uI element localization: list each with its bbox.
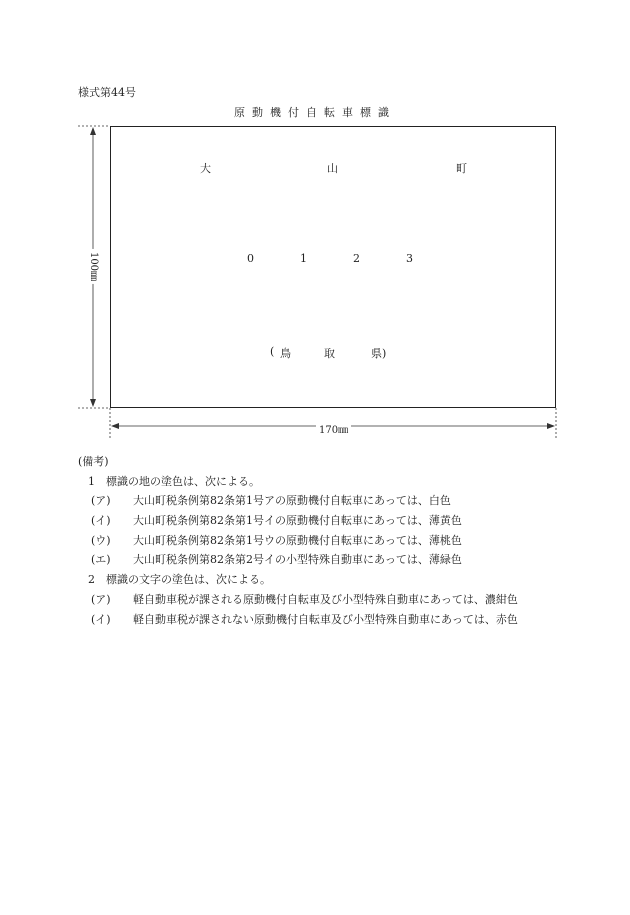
plate-number-digit: 1: [300, 252, 307, 265]
plate-town-char: 大: [200, 162, 211, 175]
subitem-text: 大山町税条例第82条第1号イの原動機付自転車にあっては、薄黄色: [133, 514, 462, 528]
subitem-text: 軽自動車税が課されない原動機付自転車及び小型特殊自動車にあっては、赤色: [133, 612, 518, 626]
note-subitem: [78, 610, 518, 630]
plate-prefecture-char: 取: [324, 347, 335, 360]
note-item: [78, 472, 518, 492]
plate-prefecture-char: 県): [371, 347, 387, 360]
plate-prefecture-paren: (: [270, 345, 275, 358]
note-item: [78, 570, 518, 590]
plate-town-char: 山: [327, 162, 338, 175]
plate-number-digit: 2: [353, 252, 360, 265]
note-subitem: [78, 511, 518, 531]
note-subitem: [78, 491, 518, 511]
subitem-text: 軽自動車税が課される原動機付自転車及び小型特殊自動車にあっては、濃紺色: [133, 592, 518, 606]
form-number: 様式第44号: [78, 86, 136, 99]
plate-town-char: 町: [456, 162, 467, 175]
notes-section: [78, 452, 518, 629]
note-number: 1: [88, 474, 95, 488]
plate-number-digit: 3: [406, 252, 413, 265]
plate-prefecture-char: 鳥: [280, 347, 291, 360]
note-subitem: [78, 550, 518, 570]
subitem-marker: (ア): [91, 592, 111, 606]
subitem-marker: (ア): [91, 494, 111, 508]
plate-number-digit: 0: [247, 252, 254, 265]
note-text: 標識の文字の塗色は、次による。: [106, 573, 271, 587]
subitem-text: 大山町税条例第82条第1号アの原動機付自転車にあっては、白色: [133, 494, 451, 508]
note-number: 2: [88, 573, 95, 587]
subitem-marker: (イ): [91, 514, 111, 528]
page-title: 原動機付自転車標識: [234, 106, 396, 119]
height-dimension-label: 100㎜: [88, 249, 103, 284]
note-subitem: [78, 531, 518, 551]
subitem-marker: (イ): [91, 612, 111, 626]
subitem-text: 大山町税条例第82条第1号ウの原動機付自転車にあっては、薄桃色: [133, 533, 462, 547]
subitem-text: 大山町税条例第82条第2号イの小型特殊自動車にあっては、薄緑色: [133, 553, 462, 567]
width-dimension-label: 170㎜: [316, 421, 351, 436]
subitem-marker: (エ): [91, 553, 111, 567]
note-text: 標識の地の塗色は、次による。: [106, 474, 260, 488]
subitem-marker: (ウ): [91, 533, 111, 547]
note-subitem: [78, 590, 518, 610]
notes-heading: (備考): [78, 455, 109, 468]
